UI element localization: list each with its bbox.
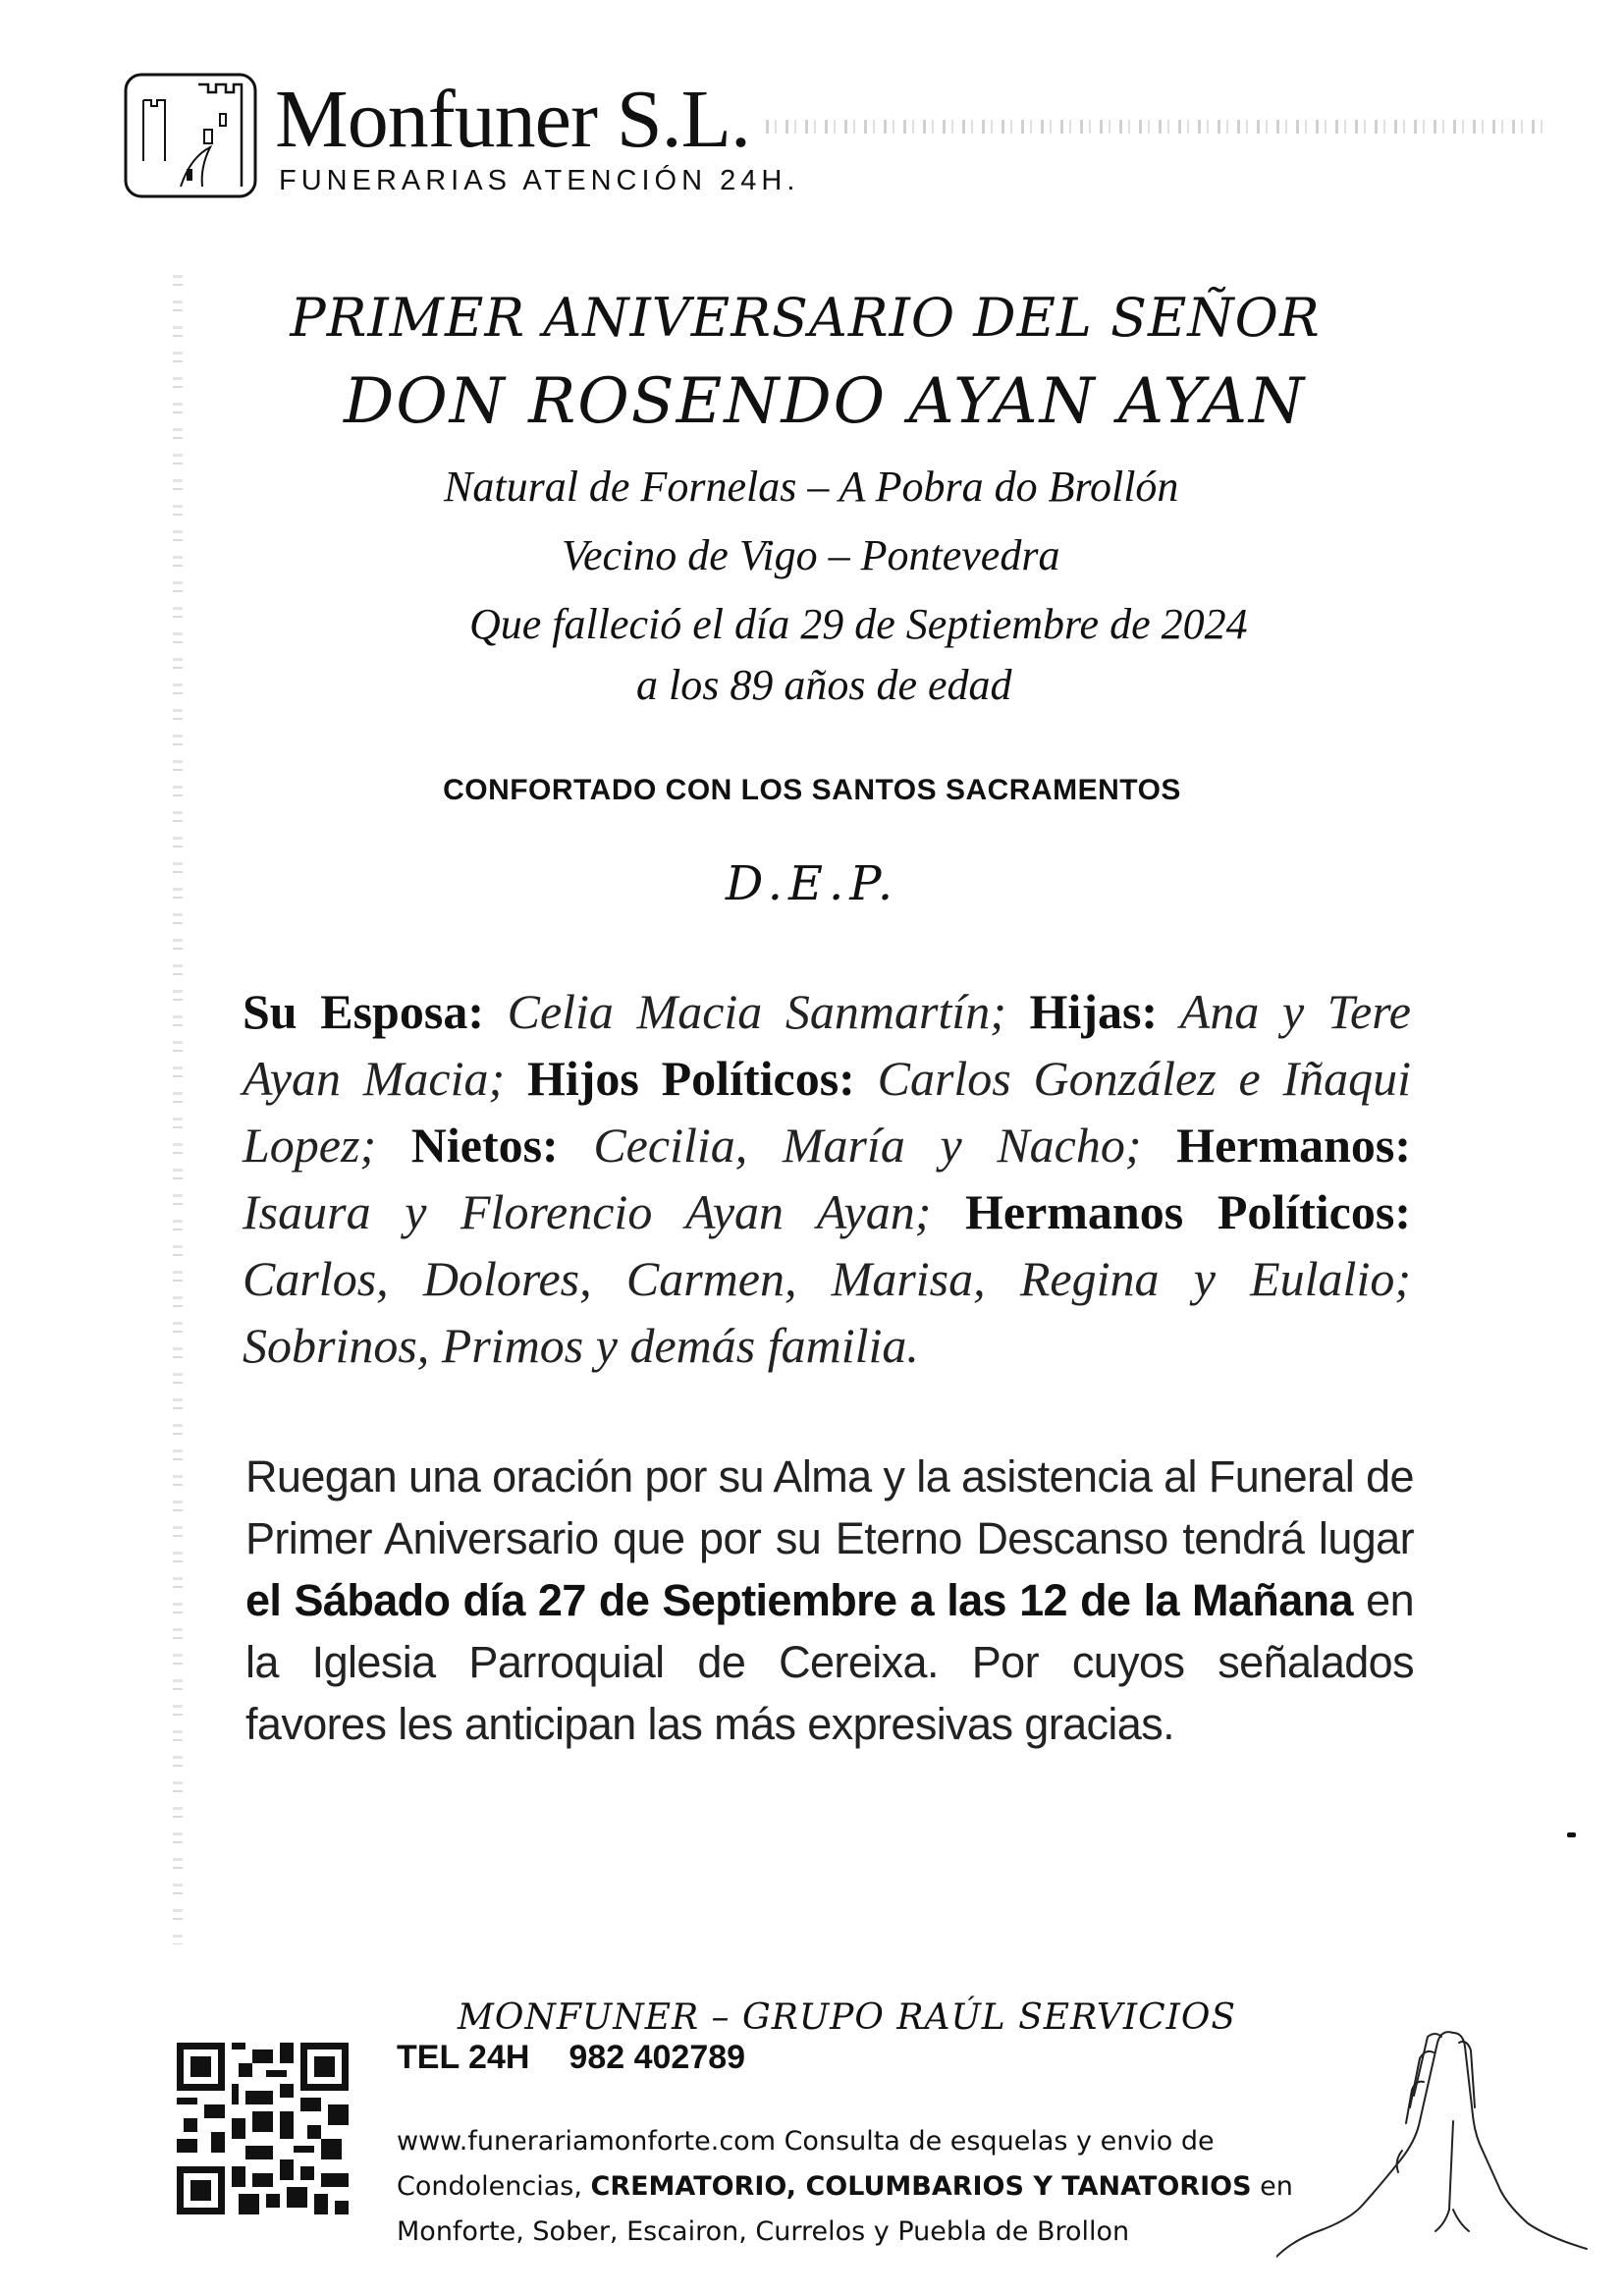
prayer-paragraph — [245, 1446, 1414, 1755]
footer-phone — [397, 2039, 745, 2077]
header-noise — [766, 120, 1551, 134]
prayer-rest: en la Iglesia Parroquial de Cereixa. Por cuyos señalados favores les anticipan las más expresivas gracias. — [245, 1575, 1415, 1749]
hijas-text: Ana y Tere Ayan Macia; — [243, 984, 1411, 1106]
hermanos-label: Hermanos: — [1176, 1118, 1412, 1173]
funeral-date: el Sábado día 27 de Septiembre a las 12 de la Mañana — [245, 1575, 1353, 1625]
esposa-text: Celia Macia Sanmartín; — [483, 984, 1030, 1039]
edad-line: a los 89 años de edad — [636, 661, 1012, 709]
scan-dot — [1567, 1832, 1576, 1837]
family-paragraph — [243, 978, 1411, 1379]
hermanos-politicos-text: Carlos, Dolores, Carmen, Marisa, Regina y Eulalio; Sobrinos, Primos y demás familia. — [243, 1251, 1411, 1373]
brand-name: Monfuner S.L. — [275, 74, 750, 165]
footer-info — [397, 2119, 1379, 2255]
scan-noise-strip — [173, 275, 183, 1944]
esposa-label: Su Esposa: — [243, 984, 484, 1039]
praying-hands-icon — [1276, 2013, 1610, 2259]
hijos-politicos-label: Hijos Políticos: — [526, 1051, 855, 1106]
services-text: CREMATORIO, COLUMBARIOS Y TANATORIOS — [590, 2171, 1252, 2202]
dep-line: D.E.P. — [725, 856, 899, 911]
hermanos-politicos-label: Hermanos Políticos: — [965, 1184, 1411, 1239]
tower-logo-icon — [122, 71, 259, 200]
consulta-text: Consulta de esquelas y envio de Condolencias, — [397, 2126, 1215, 2202]
prayer-intro: Ruegan una oración por su Alma y la asistencia al Funeral de Primer Aniversario que por su Eterno Descanso tendrá lugar — [245, 1451, 1414, 1563]
footer-title: MONFUNER – GRUPO RAÚL SERVICIOS — [458, 1997, 1237, 2038]
natural-line: Natural de Fornelas – A Pobra do Brollón — [444, 463, 1179, 511]
hijas-label: Hijas: — [1029, 984, 1159, 1039]
confortado-line: CONFORTADO CON LOS SANTOS SACRAMENTOS — [443, 774, 1181, 806]
website-link[interactable]: www.funerariamonforte.com — [397, 2126, 776, 2157]
brand-subtitle: FUNERARIAS ATENCIÓN 24H. — [279, 165, 800, 196]
nietos-text: Cecilia, María y Nacho; — [558, 1118, 1177, 1173]
locations-text: en Monforte, Sober, Escairon, Currelos y Puebla de Brollon — [397, 2171, 1293, 2247]
vecino-line: Vecino de Vigo – Pontevedra — [562, 531, 1060, 579]
notice-title: PRIMER ANIVERSARIO DEL SEÑOR — [290, 287, 1321, 349]
qr-code-icon[interactable] — [177, 2043, 349, 2214]
hijos-politicos-text: Carlos González e Iñaqui Lopez; — [243, 1051, 1411, 1173]
nietos-label: Nietos: — [410, 1118, 559, 1173]
hermanos-text: Isaura y Florencio Ayan Ayan; — [243, 1184, 965, 1239]
tel-label: TEL 24H — [397, 2039, 530, 2076]
fallecio-line: Que falleció el día 29 de Septiembre de 2024 — [469, 600, 1248, 648]
tel-number: 982 402789 — [568, 2039, 746, 2076]
deceased-name: DON ROSENDO AYAN AYAN — [343, 365, 1307, 438]
